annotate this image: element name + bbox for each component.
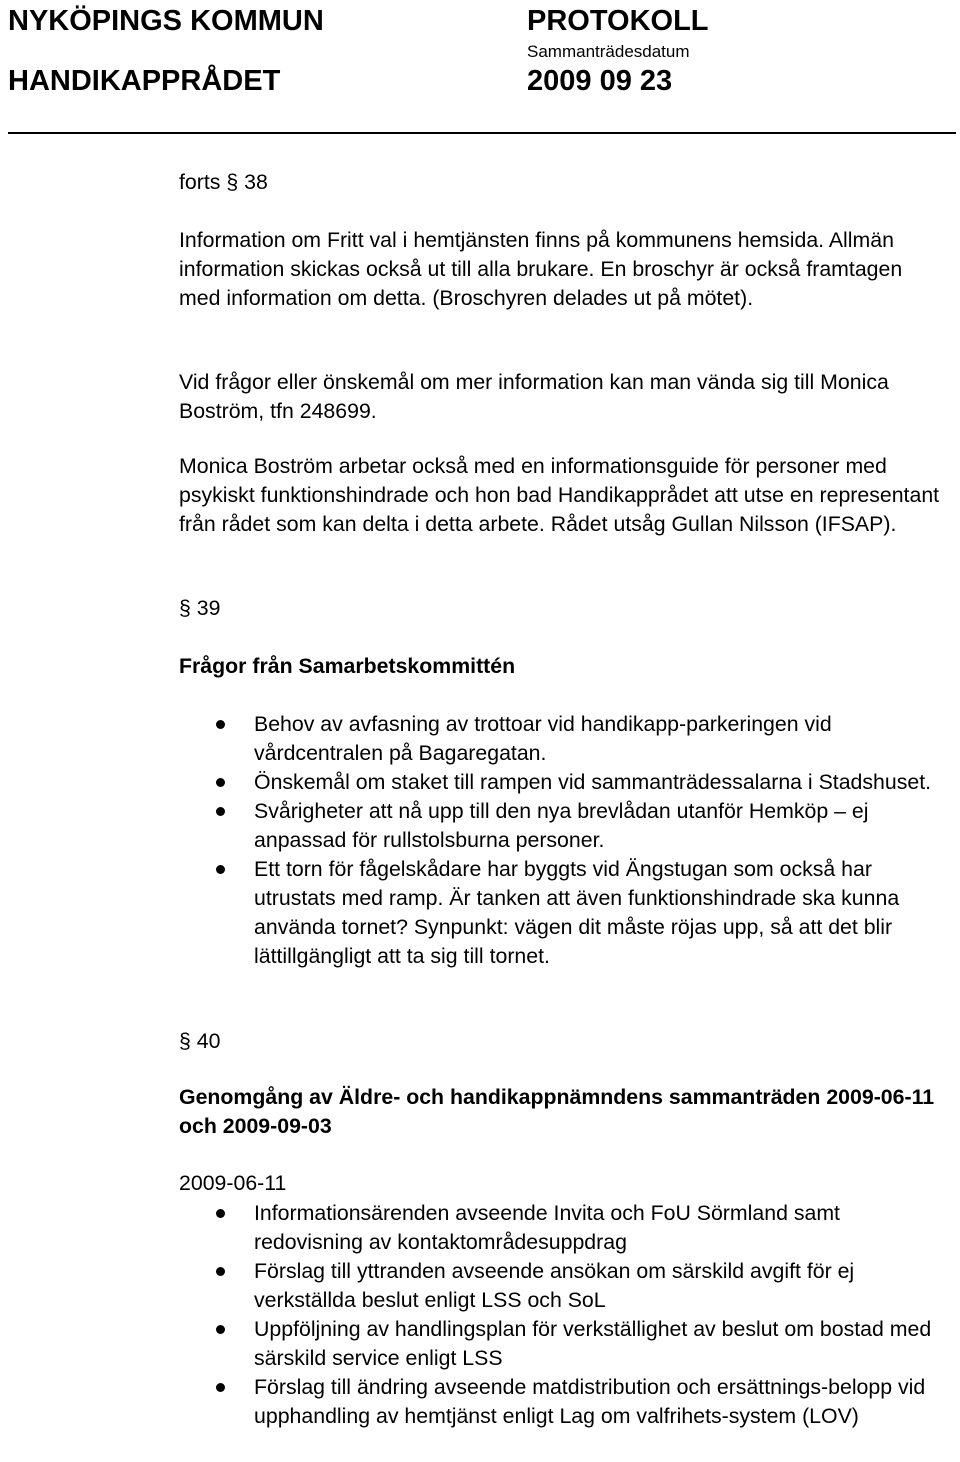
section-39-title: Frågor från Samarbetskommittén <box>179 654 516 678</box>
section-38-heading: forts § 38 <box>179 170 268 194</box>
list-item: Svårigheter att nå upp till den nya brevlådan utanför Hemköp – ej anpassad för rullstolsburna personer. <box>179 797 944 855</box>
bullet-icon <box>216 1325 225 1334</box>
bullet-icon <box>216 1209 225 1218</box>
bullet-icon <box>216 865 225 874</box>
section-40-number: § 40 <box>179 1029 221 1053</box>
bullet-icon <box>216 807 225 816</box>
section-38-paragraph-1: Information om Fritt val i hemtjänsten finns på kommunens hemsida. Allmän information skickas också ut till alla brukare. En broschyr är också framtagen med information om detta. (Broschyren delades ut på mötet). <box>179 228 903 310</box>
header-divider <box>8 132 956 134</box>
bullet-icon <box>216 1383 225 1392</box>
section-38-paragraph-3: Monica Boström arbetar också med en informationsguide för personer med psykiskt funktionshindrade och hon bad Handikapprådet att utse en representant från rådet som kan delta i detta arbete. Rådet utsåg Gullan Nilsson (IFSAP). <box>179 454 940 536</box>
list-item: Önskemål om staket till rampen vid sammanträdessalarna i Stadshuset. <box>179 768 944 797</box>
bullet-icon <box>216 720 225 729</box>
document-type: PROTOKOLL <box>527 5 709 37</box>
list-item: Uppföljning av handlingsplan för verkställighet av beslut om bostad med särskild service enligt LSS <box>179 1315 944 1373</box>
section-39-list <box>179 710 944 971</box>
list-item: Förslag till yttranden avseende ansökan om särskild avgift för ej verkställda beslut enligt LSS och SoL <box>179 1257 944 1315</box>
list-item: Informationsärenden avseende Invita och FoU Sörmland samt redovisning av kontaktområdesuppdrag <box>179 1199 944 1257</box>
council-name: HANDIKAPPRÅDET <box>8 65 281 97</box>
section-40-list <box>179 1199 944 1431</box>
meeting-date-label: Sammanträdesdatum <box>527 42 690 61</box>
meeting-date: 2009 09 23 <box>527 65 673 97</box>
section-39-number: § 39 <box>179 596 221 620</box>
organization-name: NYKÖPINGS KOMMUN <box>8 5 324 37</box>
bullet-icon <box>216 1267 225 1276</box>
section-38-paragraph-2: Vid frågor eller önskemål om mer information kan man vända sig till Monica Boström, tfn 248699. <box>179 370 889 423</box>
section-40-date-heading: 2009-06-11 <box>179 1171 287 1195</box>
bullet-icon <box>216 778 225 787</box>
list-item: Förslag till ändring avseende matdistribution och ersättnings-belopp vid upphandling av hemtjänst enligt Lag om valfrihets-system (LOV) <box>179 1373 944 1431</box>
list-item: Ett torn för fågelskådare har byggts vid Ängstugan som också har utrustats med ramp. Är tanken att även funktionshindrade ska kunna använda tornet? Synpunkt: vägen dit måste röjas upp, så att det blir lättillgängligt att ta sig till tornet. <box>179 855 944 971</box>
section-40-title: Genomgång av Äldre- och handikappnämndens sammanträden 2009-06-11 och 2009-09-03 <box>179 1085 935 1138</box>
list-item: Behov av avfasning av trottoar vid handikapp-parkeringen vid vårdcentralen på Bagaregatan. <box>179 710 944 768</box>
